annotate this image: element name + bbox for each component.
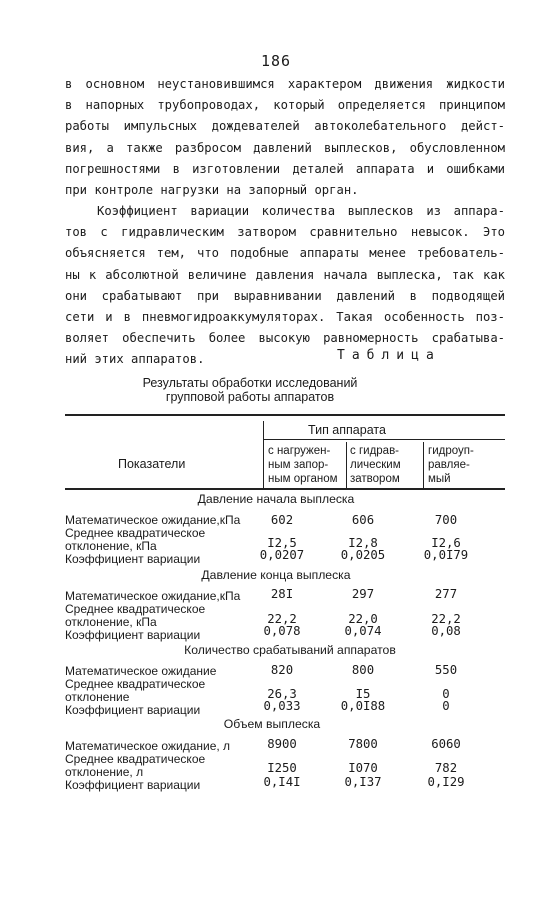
table-cell: I2,8 (348, 536, 378, 550)
table-cell: 7800 (348, 737, 378, 751)
indicators-header: Показатели (118, 457, 186, 471)
column-header-line: мый (428, 473, 451, 485)
table-cell: 0,0I79 (423, 548, 469, 562)
text-line: погрешностями в изготовлении деталей аппарата и ошибками (65, 161, 505, 176)
table-cell: 0,I37 (344, 775, 382, 789)
column-header-line: с гидрав- (350, 445, 400, 457)
section-title: Давление конца выплеска (201, 568, 351, 582)
row-label: отклонение, кПа (65, 539, 157, 553)
text-line: ны к абсолютной величине давления начала выплеска, так как (65, 267, 505, 282)
header-bottom-rule (65, 488, 505, 490)
row-label: Коэффициент вариации (65, 778, 201, 792)
table-top-rule (65, 414, 505, 416)
row-label: Математическое ожидание (65, 664, 217, 678)
text-line: воляет обеспечить более высокую равномерность срабатыва- (65, 331, 505, 346)
text-line: объясняется тем, что подобные аппараты менее требователь- (65, 246, 505, 261)
caption-line: Результаты обработки исследований (142, 376, 358, 390)
row-label: Среднее квадратическое (65, 677, 206, 691)
row-label: Коэффициент вариации (65, 628, 201, 642)
column-header-line: с нагружен- (268, 445, 331, 457)
text-line: они срабатывают при выравнивании давлений в подводящей (65, 288, 505, 303)
section-title: Давление начала выплеска (197, 492, 355, 506)
column-header-line: равляе- (428, 459, 470, 471)
column-header-line: ным запор- (268, 459, 329, 471)
table-cell: 26,3 (267, 687, 297, 701)
header-divider (263, 421, 264, 488)
table-caption (110, 376, 390, 404)
table-cell: 22,2 (267, 612, 297, 626)
table-cell: 0 (442, 687, 450, 701)
table-cell: 606 (351, 513, 375, 527)
text-line: сети и в пневмогидроаккумуляторах. Такая особенность поз- (65, 310, 505, 325)
text-line: вия, а также разбросом давлений выплесков, обусловленном (65, 140, 505, 155)
text-line: в основном неустановившимся характером движения жидкости (65, 77, 505, 91)
row-label: Среднее квадратическое (65, 602, 206, 616)
table-cell: 800 (351, 663, 375, 677)
row-label: Коэффициент вариации (65, 703, 201, 717)
text-line: Коэффициент вариации количества выплесков из аппара- (97, 204, 505, 218)
column-header-2 (350, 444, 401, 486)
text-line: тов с гидравлическим затвором сравнительно невысок. Это (65, 225, 505, 240)
column-header-line: ным органом (268, 473, 338, 485)
table-cell: 22,2 (431, 612, 461, 626)
table-cell: 550 (434, 663, 458, 677)
table-cell: I2,6 (431, 536, 461, 550)
column-header-1 (268, 444, 338, 486)
text-line: в напорных трубопроводах, который определяется принципом (65, 98, 505, 113)
table-cell: 0,08 (431, 624, 461, 638)
table-cell: 0,074 (344, 624, 382, 638)
table-cell: 782 (434, 761, 458, 775)
table-cell: I2,5 (267, 536, 297, 550)
section-title: Объем выплеска (223, 717, 321, 731)
table-cell: 8900 (267, 737, 297, 751)
row-label: отклонение, кПа (65, 615, 157, 629)
type-header-rule (263, 439, 505, 440)
column-header-3 (428, 444, 474, 486)
row-label: Математическое ожидание,кПа (65, 589, 241, 603)
table-cell: I5 (355, 687, 371, 701)
row-label: отклонение, л (65, 765, 144, 779)
table-cell: 0,078 (263, 624, 301, 638)
row-label: Среднее квадратическое (65, 526, 206, 540)
table-cell: 0 (442, 699, 450, 713)
caption-line: групповой работы аппаратов (165, 390, 335, 404)
table-cell: 700 (434, 513, 458, 527)
text-line: работы импульсных дождевателей автоколебательного дейст- (65, 119, 505, 134)
table-cell: I070 (348, 761, 378, 775)
type-header: Тип аппарата (308, 423, 386, 437)
section-title: Количество срабатываний аппаратов (184, 643, 396, 657)
column-header-line: лическим (350, 459, 401, 471)
row-label: Коэффициент вариации (65, 552, 201, 566)
table-cell: 22,0 (348, 612, 378, 626)
table-cell: 6060 (431, 737, 461, 751)
table-cell: 0,I29 (427, 775, 465, 789)
text-line: ний этих аппаратов. (65, 352, 205, 367)
paragraph-1 (65, 74, 505, 201)
row-label: отклонение (65, 690, 130, 704)
table-cell: 602 (270, 513, 294, 527)
table-cell: 28I (270, 587, 294, 601)
table-cell: 0,0207 (259, 548, 305, 562)
row-label: Среднее квадратическое (65, 752, 206, 766)
table-cell: 820 (270, 663, 294, 677)
column-header-line: затвором (350, 473, 400, 485)
table-label: Таблица (337, 348, 441, 363)
table-cell: 297 (351, 587, 375, 601)
table-cell: I250 (267, 761, 297, 775)
row-label: Математическое ожидание,кПа (65, 513, 241, 527)
page-number: 186 (260, 52, 292, 70)
text-line: при контроле нагрузки на запорный орган. (65, 183, 359, 198)
row-label: Математическое ожидание, л (65, 739, 231, 753)
table-cell: 277 (434, 587, 458, 601)
column-divider (346, 442, 347, 488)
table-cell: 0,033 (263, 699, 301, 713)
table-cell: 0,0205 (340, 548, 386, 562)
table-cell: 0,0I88 (340, 699, 386, 713)
column-divider (423, 442, 424, 488)
table-cell: 0,I4I (263, 775, 301, 789)
paragraph-2 (65, 201, 505, 371)
column-header-line: гидроуп- (428, 445, 474, 457)
